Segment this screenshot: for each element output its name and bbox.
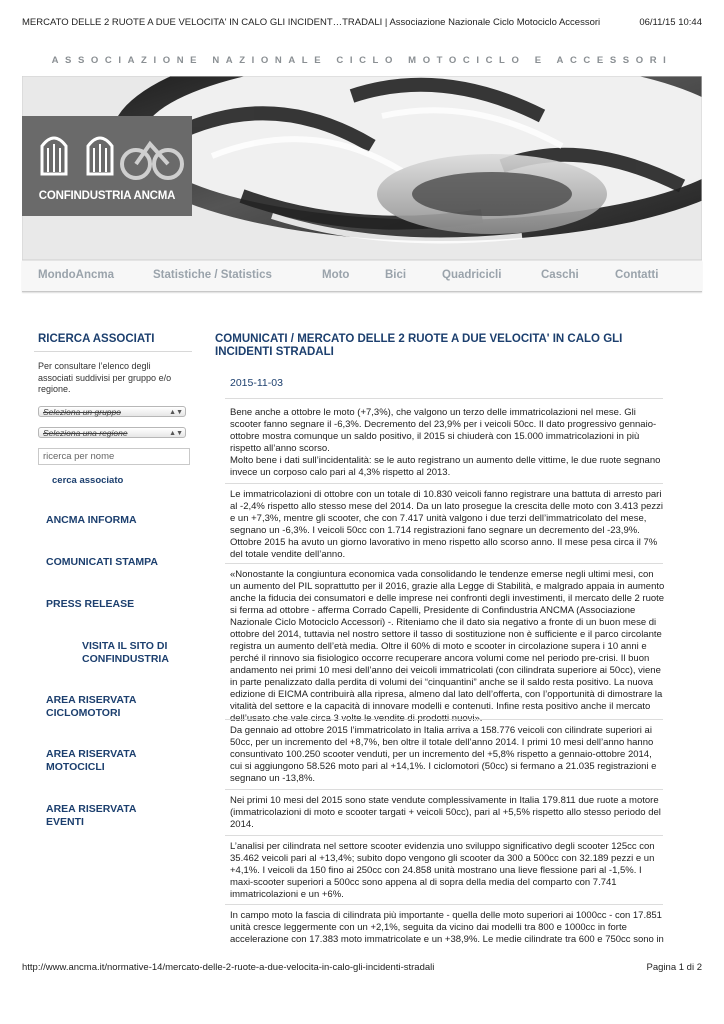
link-label: CONFINDUSTRIA — [82, 653, 169, 665]
nav-item-contatti[interactable]: Contatti — [615, 269, 659, 281]
text-line: +4,1%. I veicoli da 150 fino ai 250cc con 24.858 unità mostrano una lieve flessione pari al -1,5%. I — [230, 865, 642, 876]
search-associate-button[interactable]: cerca associato — [52, 475, 124, 486]
text-line: in parte penalizzato dalla perdita di volumi dei “cinquantini” anche se il saldo resta positivo. La nuova — [230, 677, 654, 688]
text-line: e un +7,3%, mentre gli scooter, che con 7.417 unità valgono i due terzi dell’immatricolato del mese, — [230, 513, 647, 524]
article-paragraph — [230, 407, 668, 479]
link-label: MOTOCICLI — [46, 761, 105, 773]
text-line: un aumento del PIL soprattutto per il 2016, grazie alla Legge di Stabilità, e malgrado appaia in aumento — [230, 581, 665, 592]
text-line: Le immatricolazioni di ottobre con un totale di 10.830 veicoli fanno registrare una battuta di arresto pari — [230, 489, 662, 500]
divider — [225, 398, 663, 399]
text-line: maxi-scooter superiori a 500cc sono appena al di sopra della media del comparto con 7.741 — [230, 877, 617, 888]
nav-item-mondoancma[interactable]: MondoAncma — [38, 269, 115, 281]
sidebar-link-confindustria[interactable] — [82, 640, 169, 666]
print-header-datetime: 06/11/15 10:44 — [639, 17, 702, 28]
main-nav — [22, 260, 702, 292]
region-select[interactable] — [38, 427, 186, 438]
text-line: andamento nei primi 10 mesi dell’anno dei veicoli immatricolati (con cilindrata superiore ai 50cc), viene — [230, 665, 661, 676]
divider — [225, 483, 663, 484]
text-line: unità cresce leggermente con un +2,1%, seguita da vicino dai modelli tra 800 e 1000cc in forte — [230, 922, 627, 933]
text-line: segnano un -6,3%. I veicoli 50cc con 1.714 registrazioni fano segnare un decremento del -23,9%. — [230, 525, 640, 536]
text-line: 35.462 veicoli pari al +13,4%; subito dopo vengono gli scooter da 300 a 500cc con 32.189 pezzi e un — [230, 853, 655, 864]
sidebar-link-area-ciclomotori[interactable] — [46, 694, 136, 720]
divider — [225, 904, 663, 905]
article-paragraph — [230, 725, 668, 785]
text-line: anche la fiducia dei consumatori e delle imprese nei confronti degli investimenti, il mercato delle 2 ruote — [230, 593, 665, 604]
print-header-title: MERCATO DELLE 2 RUOTE A DUE VELOCITA' IN CALO GLI INCIDENT…TRADALI | Associazione Nazionale Ciclo Motociclo Accessori — [22, 17, 601, 28]
sidebar-link-comunicati-stampa[interactable] — [46, 556, 158, 569]
select-arrows-icon: ▲▼ — [169, 430, 183, 437]
nav-item-caschi[interactable]: Caschi — [541, 269, 579, 281]
select-arrows-icon: ▲▼ — [169, 409, 183, 416]
text-line: Nei primi 10 mesi del 2015 sono state vendute complessivamente in Italia 179.811 due ruote a motore — [230, 795, 659, 806]
article-paragraph — [230, 795, 668, 831]
logo-text: CONFINDUSTRIA ANCMA — [38, 190, 176, 202]
divider — [225, 789, 663, 790]
sidebar-link-area-motocicli[interactable] — [46, 748, 136, 774]
divider — [34, 351, 192, 352]
group-select-value: Seleziona un gruppo — [43, 407, 121, 417]
text-line: consuntivato 100.250 scooter venduti, per un incremento del +5,8% rispetto a gennaio-ottobre 2014, — [230, 749, 652, 760]
nav-item-moto[interactable]: Moto — [322, 269, 350, 281]
text-line: 50cc, per un incremento del +8,7%, ben oltre il totale dell’anno 2014. I primi 10 mesi dell’anno hanno — [230, 737, 654, 748]
article-paragraph — [230, 841, 668, 901]
sidebar-title: RICERCA ASSOCIATI — [38, 333, 155, 345]
text-line: registra un aumento dell’età media. Oltre il 60% di moto e scooter in circolazione supera i 10 anni e — [230, 641, 647, 652]
text-line: ottobre mostra comunque un saldo positivo, il 2015 si chiuderà con 15.000 immatricolazioni in più — [230, 431, 640, 442]
page-url[interactable]: http://www.ancma.it/normative-14/mercato-delle-2-ruote-a-due-velocita-in-calo-gli-incidenti-stradali — [22, 962, 435, 973]
site-header: ASSOCIAZIONE NAZIONALE CICLO MOTOCICLO E ACCESSORI — [51, 55, 673, 66]
text-line: «Nonostante la congiuntura economica vada consolidando le tendenze emerse negli ultimi mesi, con — [230, 569, 654, 580]
link-label: COMUNICATI STAMPA — [46, 556, 158, 568]
text-line: vitalità del settore e la capacità di innovare modelli e contenuti. Infine resta positivo anche il mercato — [230, 701, 651, 712]
link-label: VISITA IL SITO DI — [82, 640, 168, 652]
text-line: accelerazione con 17.383 moto immatricolate e un +38,9%. Le medie cilindrate tra 600 e 750cc sono in — [230, 934, 664, 945]
page-number: Pagina 1 di 2 — [646, 962, 702, 973]
article-title-line: INCIDENTI STRADALI — [215, 346, 334, 358]
text-line: perché il rinnovo sia fisiologico occorre recuperare ancora volumi come nel periodo pre-crisi. Il buon — [230, 653, 650, 664]
sidebar-link-press-release[interactable] — [46, 598, 134, 611]
text-line: edizione di EICMA contribuirà alla ripresa, almeno dal lato dell’offerta, con l’opportunità di dimostrare la — [230, 689, 663, 700]
sidebar-link-area-eventi[interactable] — [46, 803, 136, 829]
divider — [225, 835, 663, 836]
group-select[interactable] — [38, 406, 186, 417]
text-line: rispetto all’anno scorso. — [230, 443, 330, 454]
text-line: In campo moto la fascia di cilindrata più importante - quella delle moto superiori ai 1000cc - con 17.851 — [230, 910, 662, 921]
text-line: immatricolazioni e un +6%. — [230, 889, 344, 900]
text-line: 2014. — [230, 819, 254, 830]
nav-item-bici[interactable]: Bici — [385, 269, 407, 281]
text-line: scooter fanno segnare il -6,3%. Decremento del 23,9% per i veicoli 50cc. Il dato progressivo gennaio- — [230, 419, 657, 430]
link-label: AREA RISERVATA — [46, 748, 137, 760]
sidebar-link-ancma-informa[interactable] — [46, 514, 137, 527]
region-select-value: Seleziona una regione — [43, 428, 128, 438]
link-label: CICLOMOTORI — [46, 707, 121, 719]
text-line: Ottobre 2015 ha avuto un giorno lavorativo in meno rispetto allo scorso anno. Il mese pesa circa il 7% — [230, 537, 658, 548]
text-line: ottobre del 2014, tuttavia nel nostro settore il tasso di sostituzione non è sufficiente e il parco circolante — [230, 629, 662, 640]
text-line: cui si aggiungono 58.526 moto pari al +14,1%. I ciclomotori (50cc) si fermano a 21.035 registrazioni e — [230, 761, 657, 772]
article-date: 2015-11-03 — [230, 377, 283, 389]
article-title — [215, 333, 655, 359]
text-line: Bene anche a ottobre le moto (+7,3%), che valgono un terzo delle immatricolazioni nel mese. Gli — [230, 407, 636, 418]
link-label: AREA RISERVATA — [46, 803, 137, 815]
link-label: ANCMA INFORMA — [46, 514, 137, 526]
article-paragraph — [230, 569, 668, 725]
nav-item-quadricicli[interactable]: Quadricicli — [442, 269, 502, 281]
text-line: segnano un -13,8%. — [230, 773, 316, 784]
text-line: invece un corposo calo pari al 4,3% rispetto al 2013. — [230, 467, 451, 478]
text-line: L’analisi per cilindrata nel settore scooter evidenzia uno sviluppo significativo degli scooter 125cc con — [230, 841, 655, 852]
text-line: si ferma ad ottobre - afferma Corrado Capelli, Presidente di Confindustria ANCMA (Associazione — [230, 605, 636, 616]
article-title-line: COMUNICATI / MERCATO DELLE 2 RUOTE A DUE VELOCITA' IN CALO GLI — [215, 333, 623, 345]
link-label: AREA RISERVATA — [46, 694, 137, 706]
article-paragraph — [230, 910, 668, 946]
confindustria-ancma-logo[interactable] — [22, 116, 192, 216]
text-line: Da gennaio ad ottobre 2015 l’immatricolato in Italia arriva a 158.776 veicoli con cilindrate superiori ai — [230, 725, 652, 736]
text-line: del totale vendite dell’anno. — [230, 549, 346, 560]
link-label: EVENTI — [46, 816, 84, 828]
search-by-name-input[interactable] — [38, 448, 190, 465]
text-line: al -2,4% rispetto allo stesso mese del 2014. Da un lato prosegue la crescita delle moto con 3.413 pezzi — [230, 501, 664, 512]
text-line: Molto bene i dati sull’incidentalità: se le auto registrano un aumento delle vittime, le due ruote segnano — [230, 455, 661, 466]
logo-mark-icon — [22, 124, 192, 194]
divider — [225, 563, 663, 564]
print-footer — [22, 962, 702, 973]
nav-item-statistiche[interactable]: Statistiche / Statistics — [153, 269, 272, 281]
text-line: (immatricolazioni di moto e scooter targati + veicoli 50cc), pari al +5,5% rispetto allo stesso periodo del — [230, 807, 661, 818]
print-header — [22, 17, 702, 28]
link-label: PRESS RELEASE — [46, 598, 135, 610]
divider — [225, 719, 663, 720]
sidebar-description: Per consultare l’elenco degli associati suddivisi per gruppo e/o regione. — [38, 361, 172, 394]
text-line: Nazionale Ciclo Motociclo Accessori) -. Riteniamo che il dato sia negativo a fronte di un buon mese di — [230, 617, 657, 628]
article-paragraph — [230, 489, 668, 561]
